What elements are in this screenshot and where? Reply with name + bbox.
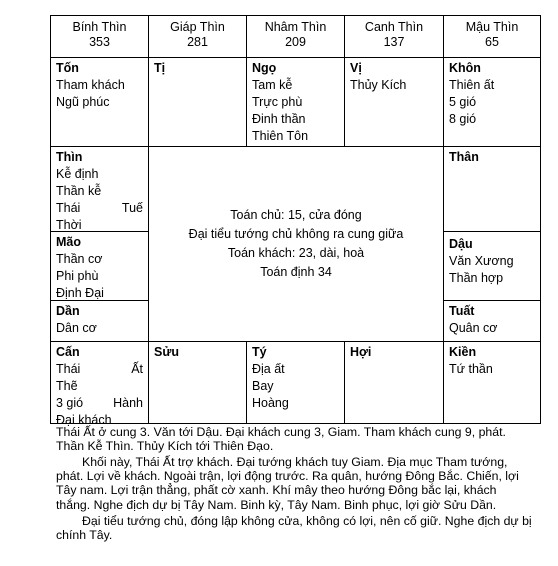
palace-line: Tứ thần: [449, 362, 493, 376]
palace-title: Thìn: [56, 150, 83, 164]
palace-line: Đinh thần: [252, 112, 306, 126]
header-cell-mau-thin: [444, 16, 540, 58]
palace-line: Thiên Tôn: [252, 129, 309, 143]
header-cell-nham-thin: [247, 16, 345, 58]
header-name: Canh Thìn: [364, 20, 424, 34]
palace-line: Thủy Kích: [350, 78, 407, 92]
palace-mao: [51, 232, 149, 301]
palace-title: Tý: [252, 345, 267, 359]
commentary-paragraph-2: Khối này, Thái Ất trợ khách. Đại tướng khách tuy Giam. Địa mục Tham tướng, phát. Lợi về khách. Ngoài trận, lợi động trước. Ra quân, hướng Đông Bắc. Chiến, lợi Tây nam. Lợi trận thẳng, phất cờ xanh. Khí mây theo hướng Đông bắc lại, khách thắng. Nghe địch dự bị Tây Nam. Binh kỳ, Tây Nam. Binh phục, lợi giờ Sửu Dần.: [56, 455, 519, 512]
palace-suu: [149, 342, 247, 423]
palace-title: Tốn: [56, 61, 79, 75]
header-value: 353: [89, 35, 110, 49]
header-name: Giáp Thìn: [170, 20, 225, 34]
palace-ton: [51, 58, 149, 147]
palace-line: Thần cơ: [56, 252, 103, 266]
header-cell-canh-thin: [345, 16, 444, 58]
header-cell-binh-thin: [51, 16, 149, 58]
palace-kien: [444, 342, 540, 423]
palace-than: [444, 147, 540, 232]
palace-line: Trực phù: [252, 95, 303, 109]
palace-ngo: [247, 58, 345, 147]
palace-title: Khôn: [449, 61, 481, 75]
palace-line: 5 gió: [449, 95, 477, 109]
header-value: 65: [485, 35, 499, 49]
palace-line: Quân cơ: [449, 321, 498, 335]
palace-line: Dân cơ: [56, 321, 97, 335]
palace-title: Dần: [56, 304, 80, 318]
palace-line: Bay: [252, 379, 274, 393]
palace-title: Cấn: [56, 345, 80, 359]
commentary-paragraph-3: Đại tiểu tướng chủ, đóng lập không cửa, không có lợi, nên cố giữ. Nghe địch dự bị chính Tây.: [56, 514, 532, 543]
palace-line: Thiên ất: [449, 78, 495, 92]
palace-line: Đại khách: [56, 413, 112, 427]
commentary-paragraph-1: Thái Ất ở cung 3. Văn tới Dậu. Đại khách cung 3, Giam. Tham khách cung 9, phát. Thần Kễ Thìn. Thủy Kích tới Thiên Đạo.: [56, 425, 506, 454]
palace-dau: [444, 232, 540, 301]
palace-ty: [247, 342, 345, 423]
palace-title: Thân: [449, 150, 479, 164]
palace-line: Thần hợp: [449, 271, 504, 285]
palace-vi: [345, 58, 444, 147]
header-name: Nhâm Thìn: [264, 20, 327, 34]
palace-line: Tham khách: [56, 78, 125, 92]
palace-title: Kiền: [449, 345, 477, 359]
palace-line: Thần kễ: [56, 184, 102, 198]
palace-line: Thái: [56, 362, 81, 376]
palace-title: Dậu: [449, 237, 473, 251]
palace-line: Ất: [131, 362, 143, 376]
palace-dan: [51, 301, 149, 342]
palace-title: Vị: [350, 61, 362, 75]
center-summary: [149, 147, 444, 342]
palace-line: Ngũ phúc: [56, 95, 110, 109]
center-line: Toán khách: 23, dài, hoà: [227, 246, 365, 260]
palace-line: Kễ định: [56, 167, 99, 181]
palace-title: Ngọ: [252, 61, 277, 75]
palace-hoi: [345, 342, 444, 423]
palace-line: Hoàng: [252, 396, 289, 410]
palace-line: Văn Xương: [449, 254, 514, 268]
palace-line: Định Đại: [56, 286, 104, 300]
palace-ti: [149, 58, 247, 147]
header-value: 281: [187, 35, 208, 49]
palace-title: Hợi: [350, 345, 372, 359]
palace-title: Sửu: [154, 345, 180, 359]
palace-can: [51, 342, 149, 427]
center-line: Toán định 34: [260, 265, 332, 279]
palace-line: Địa ất: [252, 362, 285, 376]
palace-line: Phi phù: [56, 269, 99, 283]
header-cell-giap-thin: [149, 16, 247, 58]
palace-line: Thẽ: [56, 379, 78, 393]
header-name: Bính Thìn: [72, 20, 127, 34]
palace-title: Tị: [154, 61, 166, 75]
header-name: Mậu Thìn: [465, 20, 519, 34]
palace-title: Mão: [56, 235, 81, 249]
palace-line: Tuế: [121, 201, 143, 215]
palace-thin: [51, 147, 149, 232]
header-value: 137: [383, 35, 405, 49]
palace-khon: [444, 58, 540, 147]
palace-line: 3 gió: [56, 396, 84, 410]
palace-title: Tuất: [449, 304, 475, 318]
palace-line: Thời: [56, 218, 82, 232]
palace-line: Thái: [56, 201, 81, 215]
center-line: Toán chủ: 15, cửa đóng: [230, 208, 362, 222]
center-line: Đại tiểu tướng chủ không ra cung giữa: [188, 227, 404, 241]
palace-line: 8 gió: [449, 112, 477, 126]
divination-table: [50, 15, 541, 427]
palace-tuat: [444, 301, 540, 342]
palace-line: Tam kễ: [252, 78, 293, 92]
palace-line: Hành: [113, 396, 143, 410]
header-value: 209: [285, 35, 306, 49]
